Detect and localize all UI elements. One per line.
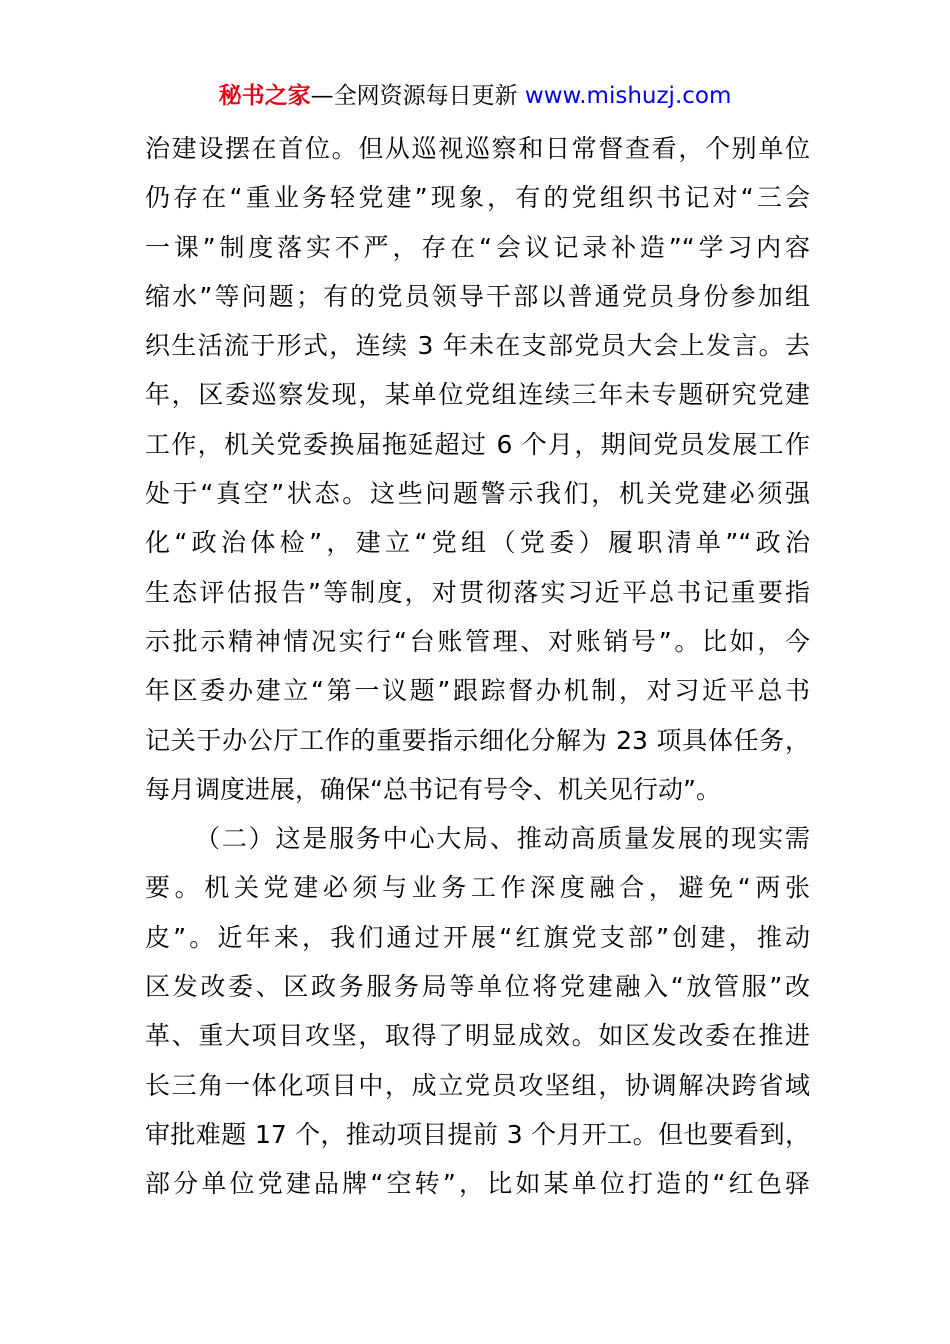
text-line: 部分单位党建品牌“空转”，比如某单位打造的“红色驿 (145, 1169, 810, 1199)
text-line: 长三角一体化项目中，成立党员攻坚组，协调解决跨省域 (145, 1070, 810, 1100)
text-line: 年，区委巡察发现，某单位党组连续三年未专题研究党建 (145, 380, 810, 410)
paragraph (145, 814, 810, 1208)
text-line: 生态评估报告”等制度，对贯彻落实习近平总书记重要指 (145, 577, 810, 607)
text-line: 示批示精神情况实行“台账管理、对账销号”。比如，今 (145, 626, 810, 656)
header-tagline: —全网资源每日更新 (310, 83, 525, 109)
site-link[interactable]: www.mishuzj.com (524, 83, 732, 109)
text-line: 审批难题 17 个，推动项目提前 3 个月开工。但也要看到， (145, 1119, 810, 1149)
text-line: 每月调度进展，确保“总书记有号令、机关见行动”。 (145, 774, 721, 804)
text-line: 缩水”等问题；有的党员领导干部以普通党员身份参加组 (145, 281, 810, 311)
text-line: 织生活流于形式，连续 3 年未在支部党员大会上发言。去 (145, 331, 810, 361)
text-line: 一课”制度落实不严，存在“会议记录补造”“学习内容 (145, 232, 810, 262)
text-line: 年区委办建立“第一议题”跟踪督办机制，对习近平总书 (145, 676, 810, 706)
text-line: 工作，机关党委换届拖延超过 6 个月，期间党员发展工作 (145, 429, 810, 459)
paragraph (145, 124, 810, 814)
text-line: 革、重大项目攻坚，取得了明显成效。如区发改委在推进 (145, 1021, 810, 1051)
brand-name: 秘书之家 (218, 83, 311, 109)
text-line: 区发改委、区政务服务局等单位将党建融入“放管服”改 (145, 972, 810, 1002)
text-line: 皮”。近年来，我们通过开展“红旗党支部”创建，推动 (145, 922, 810, 952)
text-line: 化“政治体检”，建立“党组（党委）履职清单”“政治 (145, 528, 810, 558)
text-line: 仍存在“重业务轻党建”现象，有的党组织书记对“三会 (145, 183, 810, 213)
document-body (145, 124, 810, 1209)
text-line: （二）这是服务中心大局、推动高质量发展的现实需 (195, 824, 810, 854)
text-line: 处于“真空”状态。这些问题警示我们，机关党建必须强 (145, 479, 810, 509)
page-header (0, 80, 950, 112)
text-line: 记关于办公厅工作的重要指示细化分解为 23 项具体任务， (145, 725, 810, 755)
text-line: 要。机关党建必须与业务工作深度融合，避免“两张 (145, 873, 810, 903)
text-line: 治建设摆在首位。但从巡视巡察和日常督查看，个别单位 (145, 134, 810, 163)
